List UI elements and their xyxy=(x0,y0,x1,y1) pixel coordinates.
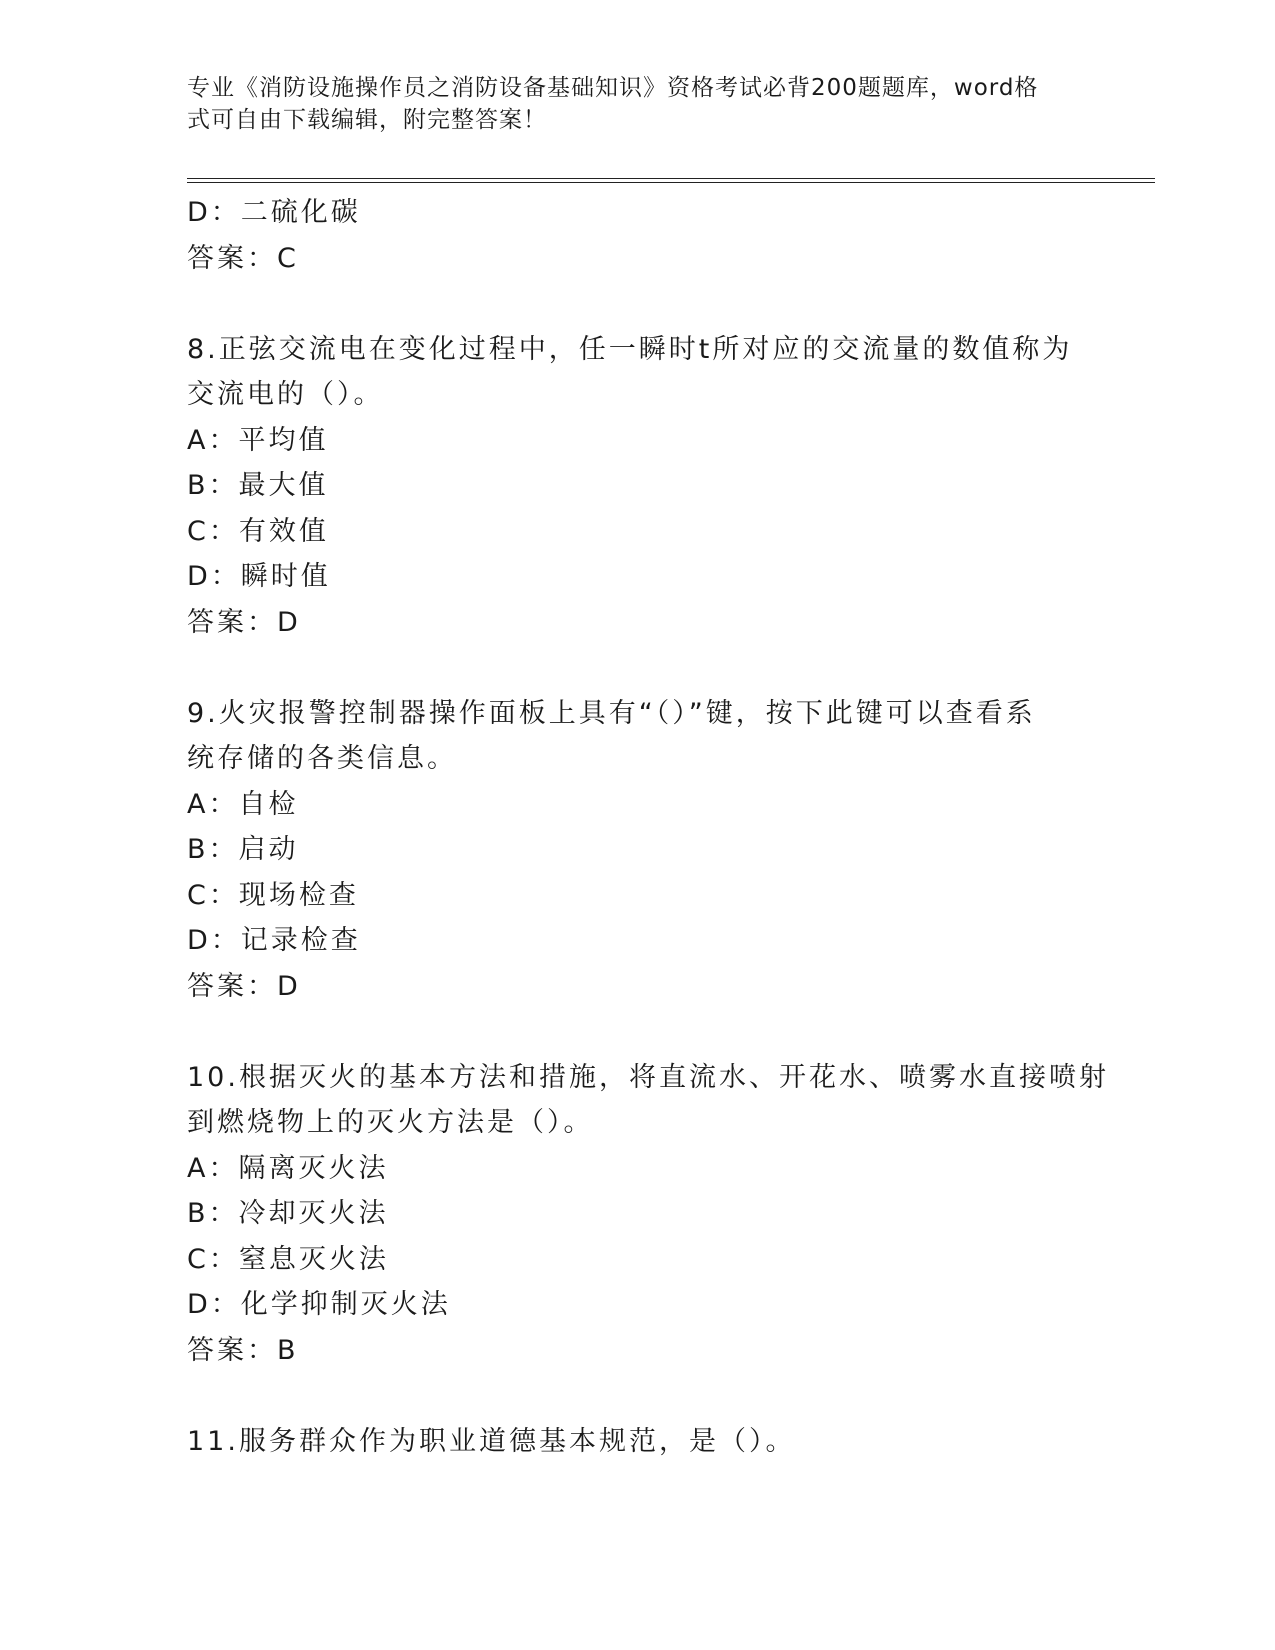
question-10 xyxy=(187,1055,1109,1374)
question-stem-cont: 交流电的（）。 xyxy=(187,379,384,410)
header-double-rule xyxy=(187,178,1155,183)
option-d: D：二硫化碳 xyxy=(187,197,361,228)
question-stem: 10.根据灭火的基本方法和措施，将直流水、开花水、喷雾水直接喷射 xyxy=(187,1061,1109,1093)
question-stem: 11.服务群众作为职业道德基本规范，是（）。 xyxy=(187,1425,796,1457)
question-8 xyxy=(187,327,1087,646)
document-body xyxy=(187,190,1109,1464)
answer: 答案：C xyxy=(187,242,299,274)
option-d: D：记录检查 xyxy=(187,925,361,956)
question-11 xyxy=(187,1419,1087,1465)
option-b: B：最大值 xyxy=(187,470,329,501)
option-a: A：平均值 xyxy=(187,424,329,456)
option-c: C：有效值 xyxy=(187,515,329,547)
option-a: A：自检 xyxy=(187,788,299,820)
question-stem-cont: 统存储的各类信息。 xyxy=(187,743,457,774)
option-c: C：窒息灭火法 xyxy=(187,1243,389,1275)
option-d: D：化学抑制灭火法 xyxy=(187,1289,451,1320)
option-d: D：瞬时值 xyxy=(187,561,331,592)
question-stem-cont: 到燃烧物上的灭火方法是（）。 xyxy=(187,1107,594,1138)
option-b: B：冷却灭火法 xyxy=(187,1198,389,1229)
question-9 xyxy=(187,691,1087,1010)
answer: 答案：B xyxy=(187,1334,299,1366)
answer: 答案：D xyxy=(187,970,301,1002)
answer: 答案：D xyxy=(187,606,301,638)
question-stem: 8.正弦交流电在变化过程中，任一瞬时t所对应的交流量的数值称为 xyxy=(187,333,1073,365)
header-line-1: 专业《消防设施操作员之消防设备基础知识》资格考试必背200题题库，word格 xyxy=(187,75,1039,101)
question-stem: 9.火灾报警控制器操作面板上具有“（）”键，按下此键可以查看系 xyxy=(187,697,1036,729)
option-a: A：隔离灭火法 xyxy=(187,1152,389,1184)
header-line-2: 式可自由下载编辑，附完整答案！ xyxy=(187,107,547,133)
option-c: C：现场检查 xyxy=(187,879,359,911)
page-header xyxy=(187,72,1077,136)
option-b: B：启动 xyxy=(187,834,299,865)
